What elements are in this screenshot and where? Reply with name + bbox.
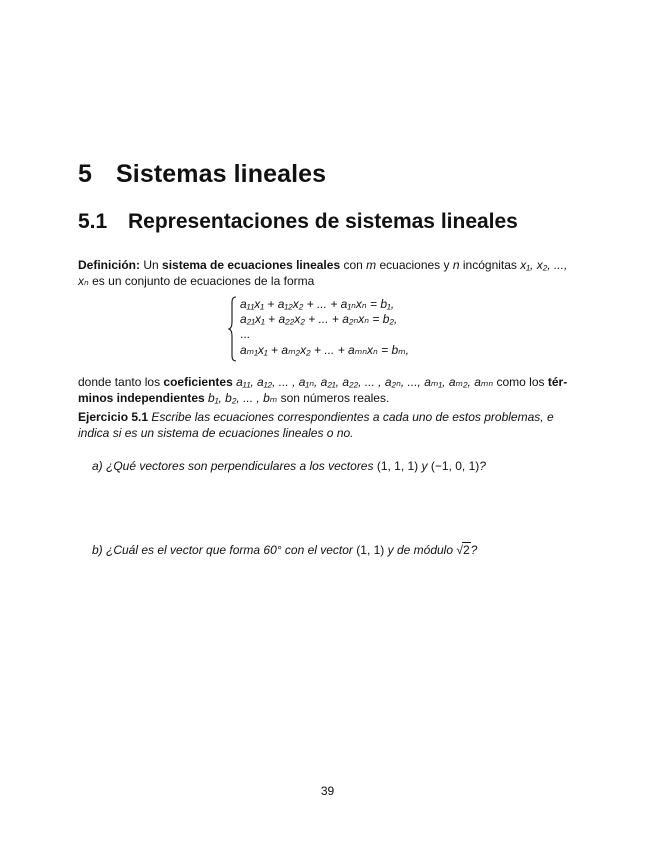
definition-n: n bbox=[452, 258, 460, 272]
chapter-title: Sistemas lineales bbox=[116, 160, 327, 188]
coefficients-list: a₁₁, a₁₂, ... , a₁ₙ, a₂₁, a₂₂, ... , a₂ₙ, ..., aₘ₁, aₘ₂, aₘₙ bbox=[232, 375, 494, 389]
independent-terms-label: términos independientes bbox=[78, 375, 568, 405]
exercise-paragraph bbox=[78, 409, 576, 441]
question-a-end: ? bbox=[479, 459, 486, 473]
section-title: Representaciones de sistemas lineales bbox=[128, 210, 518, 233]
definition-m: m bbox=[366, 258, 377, 272]
equation-row-1: a₁₁x₁ + a₁₂x₂ + ... + a₁ₙxₙ = b₁, bbox=[240, 297, 395, 311]
question-a-vector-1: (1, 1, 1) bbox=[376, 459, 419, 473]
exercise-text: Escribe las ecuaciones correspondientes a cada uno de estos problemas, e indica si es un sistema de ecuaciones lineales o no. bbox=[78, 410, 554, 440]
definition-label: Definición: bbox=[78, 258, 140, 272]
page-number: 39 bbox=[320, 784, 335, 798]
question-a-y: y bbox=[421, 459, 428, 473]
after-text-2: como los bbox=[493, 375, 548, 389]
definition-text-3: ecuaciones y bbox=[376, 258, 453, 272]
equation-system bbox=[228, 296, 488, 362]
question-b-label: b) bbox=[92, 543, 103, 557]
exercise-label: Ejercicio 5.1 bbox=[78, 410, 149, 424]
definition-text-5: es un conjunto de ecuaciones de la forma bbox=[88, 274, 315, 288]
question-a-label: a) bbox=[92, 459, 103, 473]
chapter-heading bbox=[78, 160, 326, 189]
question-b-end: ? bbox=[470, 543, 478, 557]
question-b-mid: y de módulo bbox=[387, 543, 454, 557]
equation-row-ellipsis: ... bbox=[240, 327, 251, 341]
definition-term: sistema de ecuaciones lineales bbox=[162, 258, 341, 272]
question-a bbox=[92, 459, 486, 473]
question-a-text: ¿Qué vectores son perpendiculares a los vectores bbox=[106, 459, 374, 473]
question-b-text: ¿Cuál es el vector que forma 60° con el vector bbox=[106, 543, 353, 557]
coefficients-paragraph bbox=[78, 374, 576, 406]
definition-text-1: Un bbox=[140, 258, 163, 272]
section-number: 5.1 bbox=[78, 210, 108, 233]
definition-paragraph bbox=[78, 257, 576, 289]
chapter-number: 5 bbox=[78, 160, 93, 188]
coefficients-label: coeficientes bbox=[163, 375, 233, 389]
sqrt-radicand: 2 bbox=[462, 543, 470, 557]
equation-row-2: a₂₁x₁ + a₂₂x₂ + ... + a₂ₙxₙ = b₂, bbox=[240, 312, 398, 326]
definition-text-4: incógnitas bbox=[459, 258, 521, 272]
question-b-vector: (1, 1) bbox=[356, 543, 385, 557]
after-text-3: son números reales. bbox=[277, 391, 390, 405]
question-b bbox=[92, 543, 477, 557]
independent-terms-list: b₁, b₂, ... , bₘ bbox=[204, 391, 278, 405]
section-heading bbox=[78, 210, 518, 234]
definition-vars: x₁, x₂, ..., xₙ bbox=[78, 258, 568, 288]
question-a-vector-2: (−1, 0, 1) bbox=[430, 459, 480, 473]
equation-row-m: aₘ₁x₁ + aₘ₂x₂ + ... + aₘₙxₙ = bₘ, bbox=[240, 343, 409, 357]
definition-text-2: con bbox=[340, 258, 367, 272]
sqrt-icon: √2 bbox=[456, 543, 470, 557]
after-text-1: donde tanto los bbox=[78, 375, 164, 389]
left-brace-icon bbox=[228, 296, 238, 362]
